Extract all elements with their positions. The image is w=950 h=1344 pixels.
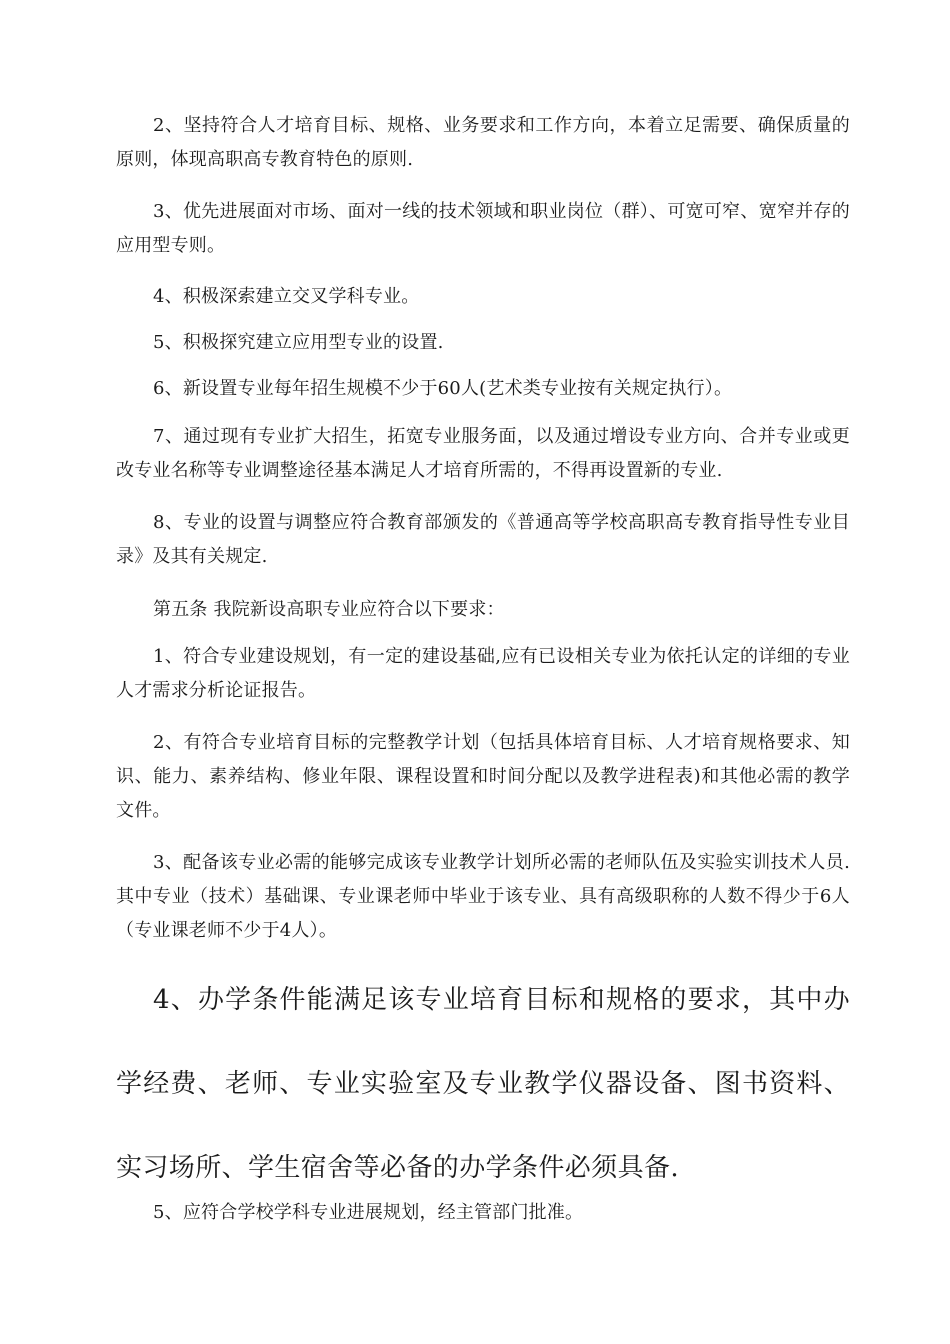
requirement-2-teaching-plan: 2、有符合专业培育目标的完整教学计划（包括具体培育目标、人才培育规格要求、知识、能力、素养结构、修业年限、课程设置和时间分配以及教学进程表)和其他必需的教学文件。: [116, 732, 850, 821]
requirement-5-approval: 5、应符合学校学科专业进展规划，经主管部门批准。: [153, 1202, 584, 1223]
paragraph-2-talent-goals: 2、坚持符合人才培育目标、规格、业务要求和工作方向，本着立足需要、确保质量的原则，体现高职高专教育特色的原则.: [116, 115, 850, 170]
paragraph-5-applied-majors: 5、积极探究建立应用型专业的设置.: [153, 332, 444, 353]
paragraph-4-interdisciplinary: 4、积极深索建立交叉学科专业。: [153, 286, 420, 307]
article-5-heading: 第五条 我院新设高职专业应符合以下要求：: [153, 599, 505, 620]
paragraph-8-ministry-catalog: 8、专业的设置与调整应符合教育部颁发的《普通高等学校高职高专教育指导性专业目录》及其有关规定.: [116, 512, 850, 567]
requirement-3-teaching-staff: 3、配备该专业必需的能够完成该专业教学计划所必需的老师队伍及实验实训技术人员.其中专业（技术）基础课、专业课老师中毕业于该专业、具有高级职称的人数不得少于6人（专业课老师不少于4人）。: [116, 852, 850, 941]
paragraph-7-expand-enrollment: 7、通过现有专业扩大招生，拓宽专业服务面，以及通过增设专业方向、合并专业或更改专业名称等专业调整途径基本满足人才培育所需的，不得再设置新的专业.: [116, 426, 850, 481]
requirement-4-facilities: 4、办学条件能满足该专业培育目标和规格的要求，其中办学经费、老师、专业实验室及专业教学仪器设备、图书资料、实习场所、学生宿舍等必备的办学条件必须具备.: [116, 985, 850, 1183]
paragraph-6-enrollment-scale: 6、新设置专业每年招生规模不少于60人(艺术类专业按有关规定执行）。: [153, 378, 733, 399]
paragraph-3-market-oriented: 3、优先进展面对市场、面对一线的技术领域和职业岗位（群）、可宽可窄、宽窄并存的应用型专则。: [116, 201, 850, 256]
requirement-1-planning: 1、符合专业建设规划，有一定的建设基础,应有已设相关专业为依托认定的详细的专业人才需求分析论证报告。: [116, 646, 850, 701]
